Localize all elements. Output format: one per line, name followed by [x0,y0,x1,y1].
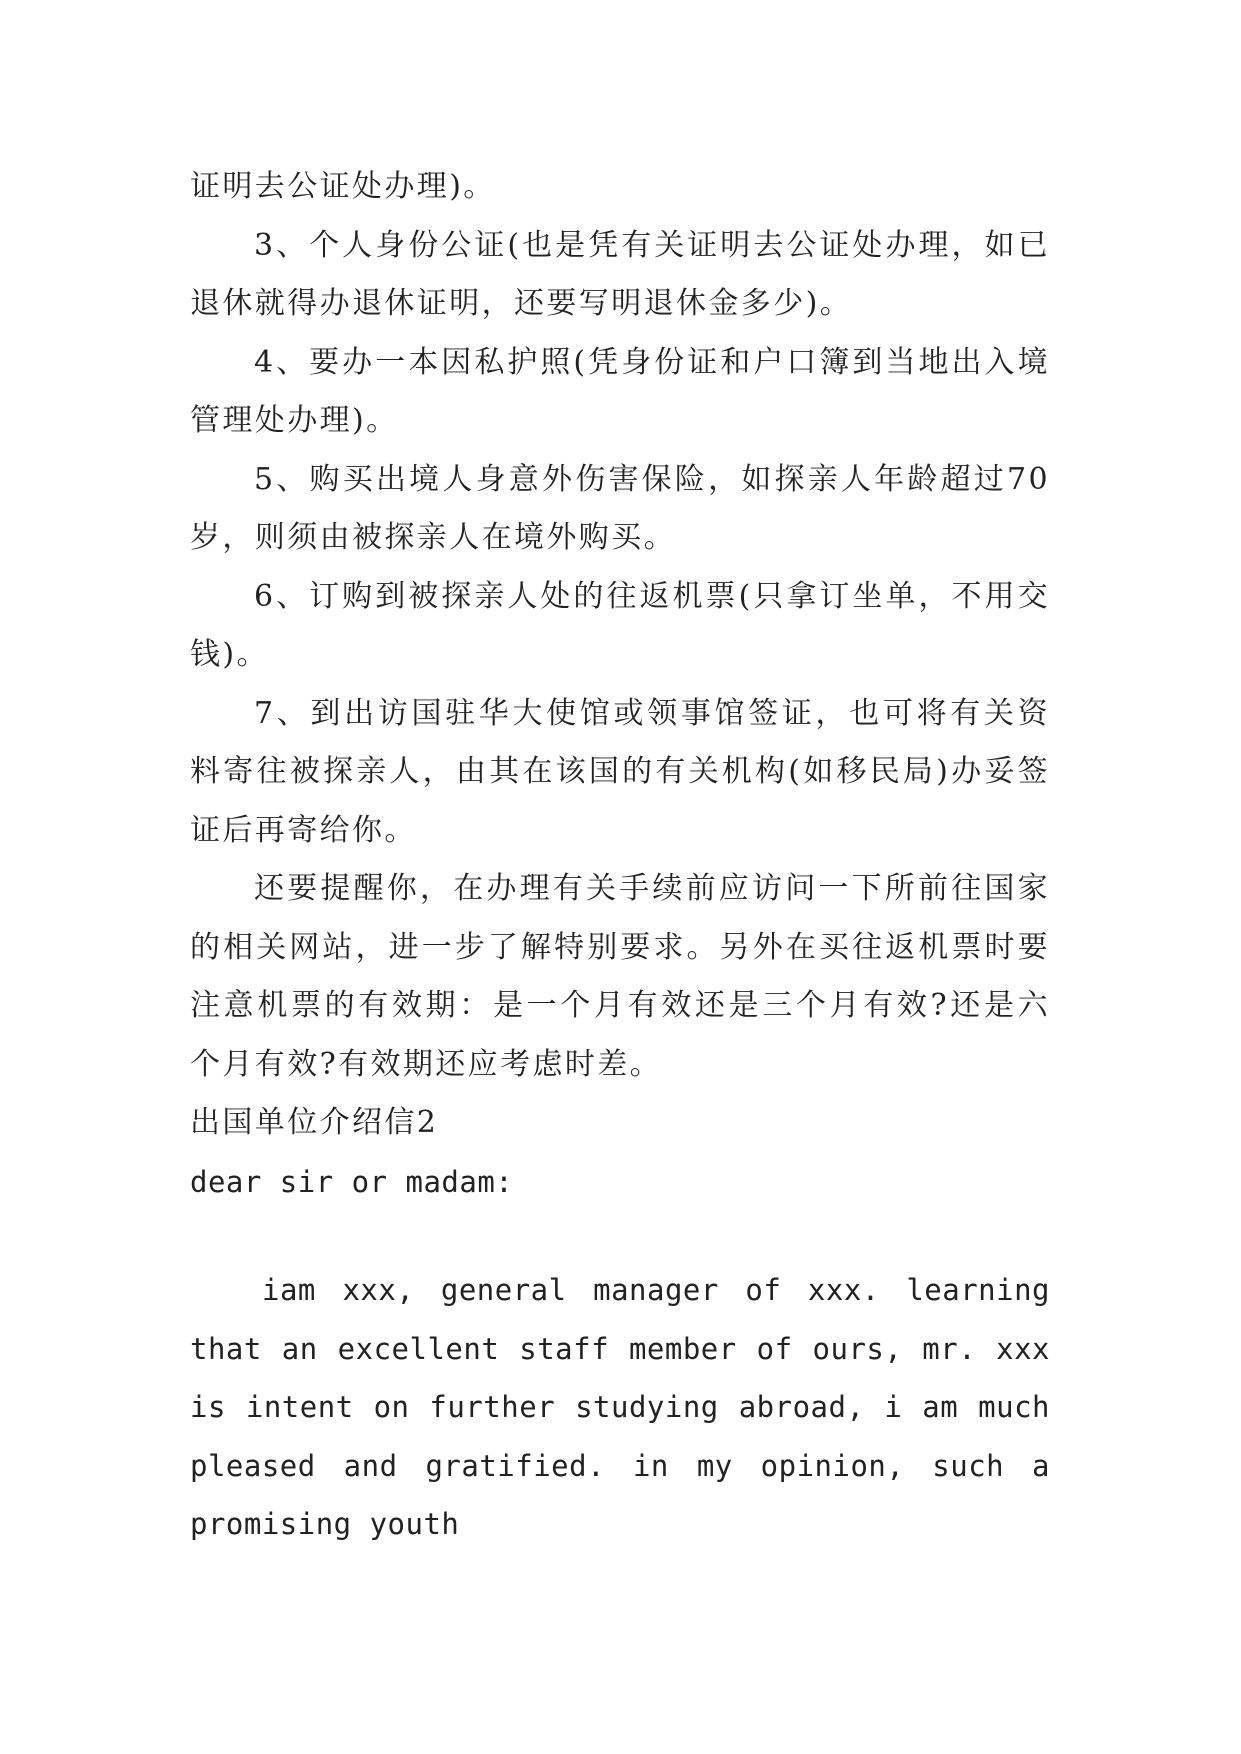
letter-greeting: dear sir or madam: [190,1164,514,1199]
section-heading: 出国单位介绍信2 [190,1105,439,1140]
paragraph-continuation: 证明去公证处办理)。 [190,169,496,204]
paragraph-item-3: 3、个人身份公证(也是凭有关证明去公证处办理，如已退休就得办退休证明，还要写明退休金多少)。 [190,227,1050,321]
document-body [190,158,1050,1554]
paragraph-item-7: 7、到出访国驻华大使馆或领事馆签证，也可将有关资料寄往被探亲人，由其在该国的有关机构(如移民局)办妥签证后再寄给你。 [190,695,1050,848]
letter-body: iam xxx, general manager of xxx. learning that an excellent staff member of ours, mr. xxx is intent on further studying abroad, i am much pleased and gratified. in my opinion, such a promising youth [190,1273,1050,1541]
paragraph-item-5: 5、购买出境人身意外伤害保险，如探亲人年龄超过70岁，则须由被探亲人在境外购买。 [190,461,1050,555]
blank-line [190,1211,1050,1261]
paragraph-item-6: 6、订购到被探亲人处的往返机票(只拿订坐单，不用交钱)。 [190,578,1050,672]
paragraph-reminder: 还要提醒你，在办理有关手续前应访问一下所前往国家的相关网站，进一步了解特别要求。另外在买往返机票时要注意机票的有效期：是一个月有效还是三个月有效?还是六个月有效?有效期还应考虑时差。 [190,871,1050,1082]
paragraph-item-4: 4、要办一本因私护照(凭身份证和户口簿到当地出入境管理处办理)。 [190,344,1050,438]
